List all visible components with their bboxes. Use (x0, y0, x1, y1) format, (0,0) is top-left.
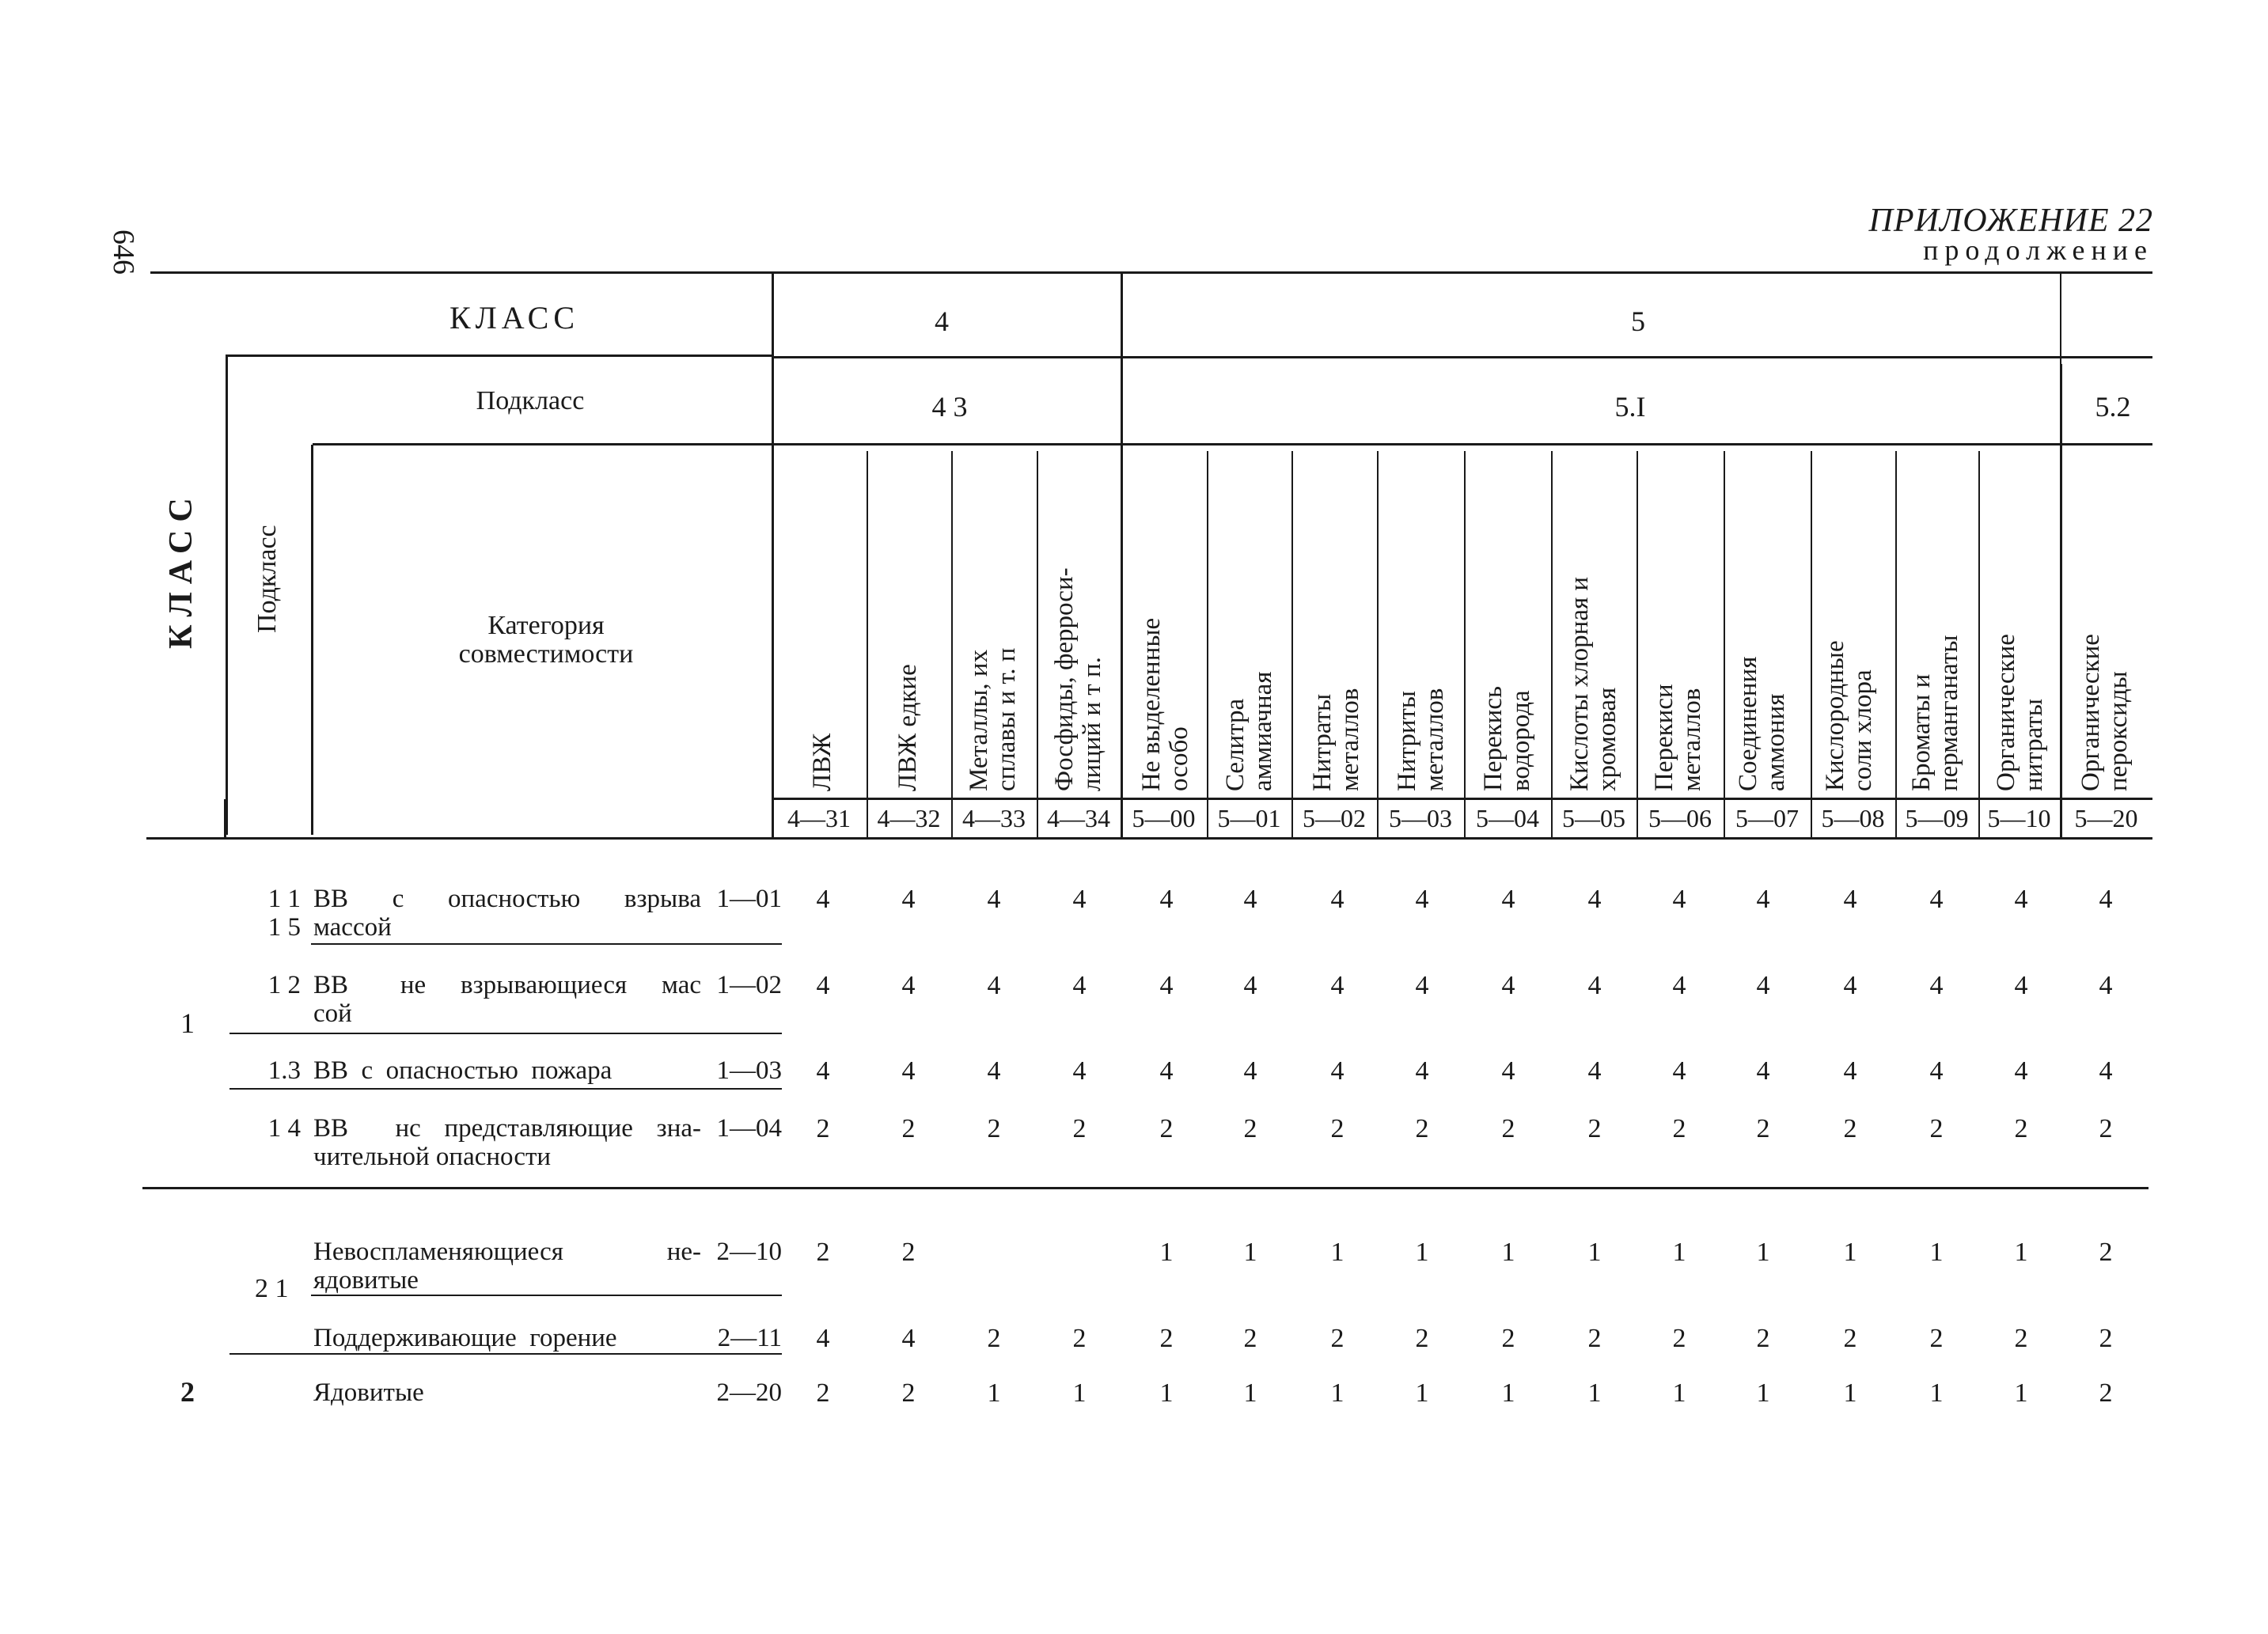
column-header-line1: Селитра (1221, 698, 1250, 791)
column-header-line2: перманганаты (1935, 635, 1963, 791)
row-category-text: Невоспламеняющиеся не- (313, 1238, 701, 1266)
row-code: 2—20 (716, 1378, 782, 1407)
table-cell: 4 (1929, 885, 1944, 914)
column-header-line2: лиций и т п. (1078, 657, 1106, 791)
column-divider (1724, 451, 1725, 837)
column-header-line2: сплавы и т. п (992, 647, 1021, 791)
table-cell: 4 (1587, 885, 1602, 914)
table-cell: 1 (2014, 1238, 2028, 1267)
header-subclass-label: Подкласс (476, 386, 585, 415)
table-cell: 2 (901, 1378, 916, 1408)
column-header-line2: соли хлора (1849, 669, 1877, 791)
table-cell: 2 (1843, 1114, 1857, 1143)
table-cell: 4 (2099, 1056, 2113, 1086)
table-cell: 4 (1330, 971, 1344, 1000)
table-cell: 1 (1243, 1238, 1257, 1267)
column-header-line1: Соединения (1734, 656, 1762, 791)
table-cell: 2 (1587, 1114, 1602, 1143)
table-cell: 4 (1756, 971, 1770, 1000)
row-subclass: 1 5 (267, 913, 301, 942)
table-cell: 1 (1843, 1238, 1857, 1267)
table-cell: 1 (987, 1378, 1001, 1408)
table-cell: 2 (987, 1324, 1001, 1353)
table-cell: 2 (816, 1378, 830, 1408)
column-code: 4—33 (962, 804, 1026, 832)
column-header-line1: Кислородные (1821, 640, 1849, 791)
column-header-line2: пероксиды (2104, 671, 2133, 791)
table-cell: 2 (1415, 1324, 1429, 1353)
column-code: 5—20 (2074, 804, 2138, 832)
column-header-line1: ЛВЖ едкие (893, 664, 922, 791)
appendix-title: ПРИЛОЖЕНИЕ 22 (1868, 203, 2153, 239)
column-divider (1377, 451, 1379, 837)
table-cell: 1 (2014, 1378, 2028, 1408)
row-code: 1—03 (716, 1056, 782, 1085)
column-header-line1: Органические (1992, 634, 2020, 791)
table-cell: 4 (1243, 885, 1257, 914)
table-cell: 2 (1159, 1324, 1174, 1353)
table-cell: 4 (1330, 1056, 1344, 1086)
column-header-line1: Органические (2076, 634, 2105, 791)
table-cell: 4 (816, 1056, 830, 1086)
header-class-underline (226, 354, 772, 357)
column-header-line1: ЛВЖ (808, 733, 836, 791)
table-cell: 2 (1672, 1324, 1686, 1353)
table-cell: 4 (1843, 971, 1857, 1000)
row-rule-3 (229, 1088, 782, 1090)
table-cell: 4 (1159, 1056, 1174, 1086)
table-cell: 4 (1330, 885, 1344, 914)
column-header-line2: хромовая (1593, 687, 1621, 791)
table-cell: 4 (1843, 1056, 1857, 1086)
column-header-line2: металлов (1420, 688, 1449, 791)
column-divider (1978, 451, 1980, 837)
column-code: 5—02 (1303, 804, 1366, 832)
table-cell: 2 (1159, 1114, 1174, 1143)
table-cell: 4 (1243, 971, 1257, 1000)
table-top-rule (150, 271, 2152, 274)
table-cell: 2 (2099, 1324, 2113, 1353)
column-divider (951, 451, 953, 837)
header-category-vline (311, 445, 313, 835)
table-cell: 4 (1672, 885, 1686, 914)
table-cell: 4 (1072, 885, 1087, 914)
column-header-line2: аммиачная (1249, 671, 1277, 791)
table-cell: 2 (2099, 1378, 2113, 1408)
column-divider (867, 451, 868, 837)
table-cell: 4 (901, 1056, 916, 1086)
table-cell: 1 (1929, 1238, 1944, 1267)
table-cell: 4 (816, 971, 830, 1000)
class-5-label: 5 (1631, 305, 1645, 337)
column-header-line2: водорода (1507, 690, 1535, 791)
table-cell: 1 (1587, 1238, 1602, 1267)
column-code: 5—03 (1389, 804, 1452, 832)
row-rule-4 (311, 1295, 782, 1296)
row-subclass: 1.3 (267, 1056, 301, 1085)
row-rule-1 (311, 943, 782, 945)
row-category-text-cont: сой (313, 999, 352, 1028)
column-header-line1: Нитраты (1308, 693, 1337, 791)
table-cell: 1 (1756, 1238, 1770, 1267)
column-divider (1207, 451, 1208, 837)
column-code: 5—01 (1217, 804, 1281, 832)
column-divider (1291, 451, 1293, 837)
table-cell: 1 (1072, 1378, 1087, 1408)
table-cell: 4 (2014, 971, 2028, 1000)
table-cell: 1 (1330, 1378, 1344, 1408)
column-divider (2060, 271, 2061, 837)
table-cell: 4 (1672, 1056, 1686, 1086)
table-cell: 1 (1672, 1378, 1686, 1408)
row-category-text-cont: чительной опасности (313, 1143, 552, 1171)
row-rule-2 (229, 1033, 782, 1034)
table-cell: 1 (1672, 1238, 1686, 1267)
class-4-label: 4 (935, 305, 949, 337)
table-cell: 1 (1756, 1378, 1770, 1408)
column-code: 5—07 (1735, 804, 1799, 832)
subclass-51-label: 5.I (1614, 391, 1646, 423)
row-code: 2—10 (716, 1238, 782, 1266)
row-category-text: ВВ нс представляющие зна- (313, 1114, 701, 1143)
table-cell: 4 (1929, 971, 1944, 1000)
table-cell: 4 (816, 1324, 830, 1353)
table-cell: 2 (1243, 1324, 1257, 1353)
column-divider (1037, 451, 1038, 837)
subclass-43-label: 4 3 (931, 391, 968, 423)
subclass-52-label: 5.2 (2095, 391, 2131, 423)
table-cell: 2 (1501, 1324, 1515, 1353)
table-cell: 4 (987, 971, 1001, 1000)
table-cell: 1 (1243, 1378, 1257, 1408)
column-divider (1637, 451, 1638, 837)
table-cell: 2 (2099, 1114, 2113, 1143)
table-cell: 4 (2099, 885, 2113, 914)
table-cell: 4 (2099, 971, 2113, 1000)
row-category-text: Поддерживающие горение (313, 1324, 617, 1352)
row-rule-5 (229, 1353, 782, 1355)
row-code: 1—02 (716, 971, 782, 999)
column-code: 5—10 (1987, 804, 2051, 832)
table-cell: 4 (1415, 1056, 1429, 1086)
table-cell: 4 (1072, 971, 1087, 1000)
column-code: 5—09 (1905, 804, 1969, 832)
table-cell: 1 (1501, 1238, 1515, 1267)
table-cell: 2 (1672, 1114, 1686, 1143)
class-2-label: 2 (180, 1376, 195, 1408)
table-cell: 2 (1929, 1324, 1944, 1353)
table-cell: 2 (1929, 1114, 1944, 1143)
table-cell: 4 (1843, 885, 1857, 914)
table-cell: 2 (1072, 1114, 1087, 1143)
table-cell: 2 (2099, 1238, 2113, 1267)
table-cell: 4 (1587, 971, 1602, 1000)
row-code: 1—01 (716, 885, 782, 913)
table-cell: 4 (1243, 1056, 1257, 1086)
header-subclass-vline (226, 356, 228, 835)
table-cell: 1 (1415, 1378, 1429, 1408)
header-left-tick (224, 799, 226, 837)
row-category-text: ВВ с опасностью взрыва (313, 885, 701, 913)
table-cell: 2 (816, 1238, 830, 1267)
table-cell: 4 (987, 1056, 1001, 1086)
header-subclass-underline (313, 443, 772, 445)
table-cell: 4 (1501, 885, 1515, 914)
table-cell: 4 (1756, 1056, 1770, 1086)
row-category-text: Ядовитые (313, 1378, 424, 1407)
row-subclass: 1 1 (267, 885, 301, 913)
table-cell: 4 (1159, 971, 1174, 1000)
column-header-line1: Фосфиды, ферроси- (1050, 567, 1079, 791)
table-cell: 4 (1587, 1056, 1602, 1086)
table-cell: 4 (1415, 885, 1429, 914)
table-cell: 4 (2014, 885, 2028, 914)
column-header-line2: металлов (1678, 688, 1706, 791)
table-cell: 2 (1243, 1114, 1257, 1143)
table-cell: 2 (1756, 1114, 1770, 1143)
table-cell: 2 (1587, 1324, 1602, 1353)
column-code: 5—08 (1821, 804, 1885, 832)
table-cell: 4 (901, 885, 916, 914)
header-category-label-2: совместимости (458, 639, 634, 669)
vertical-subclass-label: Подкласс (252, 525, 282, 633)
row-code: 1—04 (716, 1114, 782, 1143)
column-code: 5—05 (1562, 804, 1625, 832)
subclass-21-label: 2 1 (255, 1274, 289, 1303)
table-cell: 4 (1415, 971, 1429, 1000)
column-header-line1: Кислоты хлорная и (1565, 576, 1594, 791)
column-code: 5—04 (1476, 804, 1539, 832)
header-class-label: КЛАСС (449, 300, 580, 336)
table-cell: 4 (1929, 1056, 1944, 1086)
column-header-line1: Перекись (1479, 685, 1508, 791)
table-cell: 4 (1072, 1056, 1087, 1086)
table-cell: 1 (1929, 1378, 1944, 1408)
table-cell: 4 (901, 1324, 916, 1353)
table-cell: 4 (1672, 971, 1686, 1000)
column-header-line1: Нитриты (1393, 690, 1421, 791)
column-code: 5—00 (1132, 804, 1196, 832)
row-category-text: ВВ с опасностью пожара (313, 1056, 613, 1085)
table-cell: 2 (2014, 1324, 2028, 1353)
table-cell: 1 (1843, 1378, 1857, 1408)
header-subclass-row-rule (774, 443, 2152, 445)
page-number: 646 (107, 229, 140, 275)
table-cell: 2 (1843, 1324, 1857, 1353)
column-code: 4—34 (1047, 804, 1110, 832)
column-header-line2: аммония (1762, 693, 1790, 791)
column-divider (1121, 271, 1122, 837)
row-category-text-cont: ядовитые (313, 1266, 419, 1295)
table-cell: 2 (1330, 1114, 1344, 1143)
column-divider (1551, 451, 1553, 837)
table-cell: 1 (1330, 1238, 1344, 1267)
column-divider (1895, 451, 1897, 837)
table-cell: 4 (1756, 885, 1770, 914)
row-code: 2—11 (717, 1324, 782, 1352)
table-cell: 2 (901, 1238, 916, 1267)
table-cell: 2 (816, 1114, 830, 1143)
row-subclass: 1 4 (267, 1114, 301, 1143)
row-category-text: ВВ не взрывающиеся мас (313, 971, 701, 999)
column-header-line1: Металлы, их (965, 649, 993, 791)
header-class-row-rule (774, 356, 2152, 358)
table-cell: 1 (1587, 1378, 1602, 1408)
table-cell: 1 (1159, 1238, 1174, 1267)
table-cell: 2 (1501, 1114, 1515, 1143)
column-code: 5—06 (1648, 804, 1712, 832)
table-cell: 2 (987, 1114, 1001, 1143)
column-header-line1: Перекиси (1650, 684, 1678, 791)
table-cell: 4 (987, 885, 1001, 914)
table-cell: 4 (816, 885, 830, 914)
column-header-line1: Броматы и (1907, 673, 1936, 791)
header-bottom-rule (146, 837, 2152, 840)
table-cell: 2 (1330, 1324, 1344, 1353)
table-cell: 2 (2014, 1114, 2028, 1143)
column-header-line2: нитраты (2020, 698, 2048, 791)
group-divider-rule (142, 1187, 2149, 1189)
vertical-class-label: КЛАСС (163, 490, 199, 649)
table-cell: 4 (1159, 885, 1174, 914)
continuation-label: продолжение (1923, 234, 2153, 266)
table-cell: 2 (1072, 1324, 1087, 1353)
column-header-line2: особо (1165, 726, 1193, 791)
table-cell: 1 (1415, 1238, 1429, 1267)
column-code: 4—32 (877, 804, 941, 832)
table-cell: 4 (1501, 1056, 1515, 1086)
table-cell: 4 (1501, 971, 1515, 1000)
table-cell: 2 (901, 1114, 916, 1143)
table-cell: 2 (1756, 1324, 1770, 1353)
table-cell: 4 (2014, 1056, 2028, 1086)
header-code-rule (774, 798, 2152, 800)
table-cell: 1 (1159, 1378, 1174, 1408)
column-header-line1: Не выделенные (1137, 617, 1166, 791)
class-1-label: 1 (180, 1007, 195, 1039)
column-divider (1811, 451, 1812, 837)
header-category-label-1: Категория (487, 611, 605, 640)
row-category-text-cont: массой (313, 913, 392, 942)
table-cell: 4 (901, 971, 916, 1000)
row-subclass: 1 2 (267, 971, 301, 999)
table-cell: 2 (1415, 1114, 1429, 1143)
column-code: 4—31 (787, 804, 851, 832)
column-divider (1464, 451, 1466, 837)
column-header-line2: металлов (1336, 688, 1364, 791)
table-cell: 1 (1501, 1378, 1515, 1408)
